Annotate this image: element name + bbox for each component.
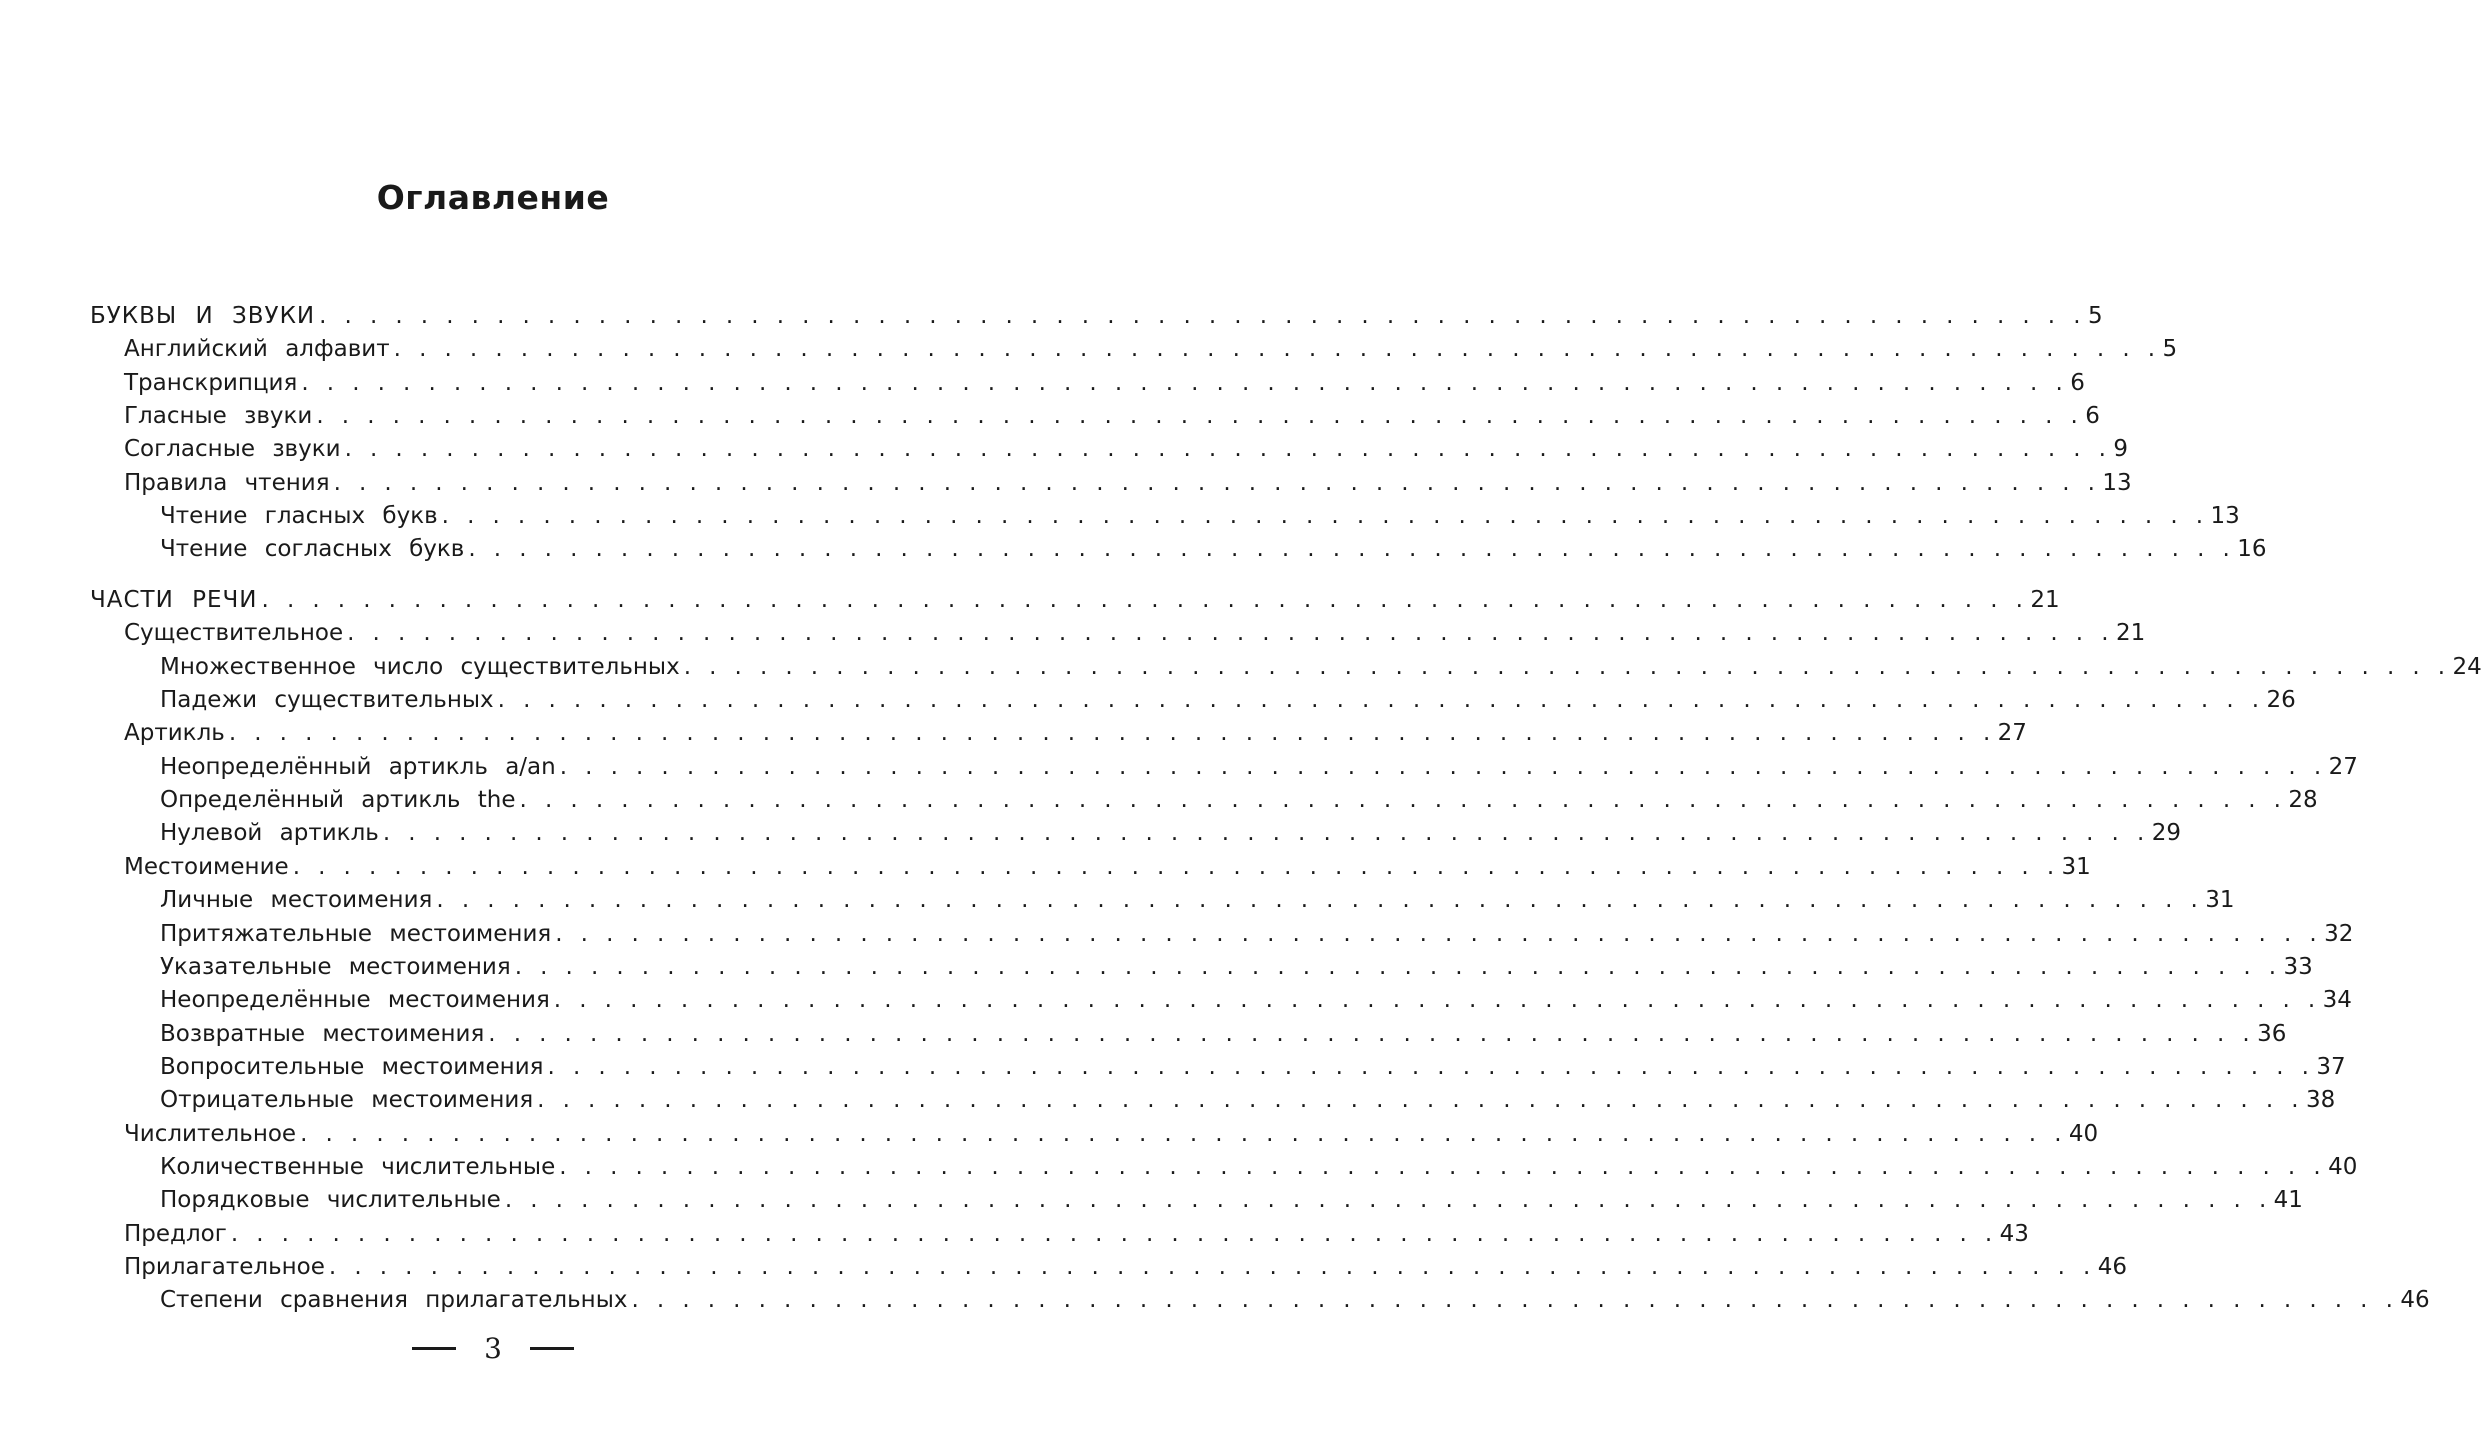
toc-page-number: 13 [2102, 469, 2132, 496]
dot-leader: . . . . . . . . . . . . . . . . . . . . . . . . . . . . . . . . . . . . . . . . . . . . . . . . . . . . . . . . . . . . . . . . . . . . . . [344, 436, 2112, 463]
toc-page-number: 16 [2237, 536, 2267, 563]
toc-page-number: 21 [2115, 620, 2146, 647]
toc-entry[interactable] [160, 500, 2240, 533]
toc-entry-label: Английский алфавит [124, 336, 390, 363]
toc-entry[interactable] [124, 617, 2146, 650]
dot-leader: . . . . . . . . . . . . . . . . . . . . . . . . . . . . . . . . . . . . . . . . . . . . . . . . . . . . . . . . . . . . . . . . . . . . . . [555, 920, 2323, 947]
toc-entry-label: Отрицательные местоимения [160, 1087, 534, 1114]
toc-page-number: 46 [2400, 1287, 2430, 1314]
toc-page-number: 37 [2316, 1053, 2346, 1080]
dot-leader: . . . . . . . . . . . . . . . . . . . . . . . . . . . . . . . . . . . . . . . . . . . . . . . . . . . . . . . . . . . . . . . . . . . . . . [347, 620, 2114, 647]
toc-entry[interactable] [160, 784, 2318, 817]
dot-leader: . . . . . . . . . . . . . . . . . . . . . . . . . . . . . . . . . . . . . . . . . . . . . . . . . . . . . . . . . . . . . . . . . . . . . . [683, 653, 2451, 680]
toc-page-number: 24 [2452, 653, 2482, 680]
toc-page-number: 6 [2085, 403, 2100, 430]
toc-page-number: 43 [1999, 1220, 2029, 1247]
toc-entry-label: Чтение гласных букв [160, 503, 438, 530]
footer-rule-left [412, 1347, 456, 1350]
toc-page-number: 41 [2273, 1187, 2303, 1214]
toc-entry-label: Правила чтения [124, 469, 330, 496]
dot-leader: . . . . . . . . . . . . . . . . . . . . . . . . . . . . . . . . . . . . . . . . . . . . . . . . . . . . . . . . . . . . . . . . . . . . . . [441, 503, 2209, 530]
toc-entry-label: Вопросительные местоимения [160, 1053, 544, 1080]
toc-page-number: 31 [2061, 853, 2091, 880]
toc-entry-label: Нулевой артикль [160, 820, 379, 847]
toc-page-number: 40 [2328, 1153, 2358, 1180]
toc-entry[interactable] [160, 951, 2313, 984]
toc-page-number: 33 [2283, 953, 2313, 980]
toc-entry[interactable] [160, 684, 2296, 717]
toc-entry[interactable] [160, 817, 2181, 850]
toc-entry-label: Указательные местоимения [160, 953, 511, 980]
toc-entry-label: Артикль [124, 720, 225, 747]
toc-entry[interactable] [124, 851, 2091, 884]
toc-entry-label: Существительное [124, 620, 344, 647]
toc-page-number: 21 [2030, 587, 2060, 613]
toc-page-number: 27 [1997, 720, 2027, 747]
toc-page-number: 36 [2257, 1020, 2287, 1047]
dot-leader: . . . . . . . . . . . . . . . . . . . . . . . . . . . . . . . . . . . . . . . . . . . . . . . . . . . . . . . . . . . . . . . . . . . . . . [497, 687, 2265, 714]
footer-rule-right [530, 1347, 574, 1350]
toc-page-number: 5 [2162, 336, 2178, 363]
dot-leader: . . . . . . . . . . . . . . . . . . . . . . . . . . . . . . . . . . . . . . . . . . . . . . . . . . . . . . . . . . . . . . . . . . . . . . [514, 953, 2282, 980]
dot-leader: . . . . . . . . . . . . . . . . . . . . . . . . . . . . . . . . . . . . . . . . . . . . . . . . . . . . . . . . . . . . . . . . . . . . . . [553, 987, 2321, 1014]
toc-page-number: 26 [2266, 687, 2296, 714]
toc-entry-label: Личные местоимения [160, 887, 433, 914]
toc-entry-label: Возвратные местоимения [160, 1020, 485, 1047]
toc-entry-label: Притяжательные местоимения [160, 920, 552, 947]
toc-section[interactable] [90, 584, 2060, 617]
dot-leader: . . . . . . . . . . . . . . . . . . . . . . . . . . . . . . . . . . . . . . . . . . . . . . . . . . . . . . . . . . . . . . . . . . . . . . [382, 820, 2150, 847]
toc-page-number: 5 [2087, 303, 2103, 329]
toc-entry[interactable] [160, 533, 2267, 566]
toc-entry-label: ЧАСТИ РЕЧИ [90, 587, 258, 613]
toc-entry[interactable] [124, 1251, 2128, 1284]
toc-entry[interactable] [124, 333, 2178, 366]
toc-entry-label: Согласные звуки [124, 436, 341, 463]
page-number: 3 [484, 1331, 502, 1365]
dot-leader: . . . . . . . . . . . . . . . . . . . . . . . . . . . . . . . . . . . . . . . . . . . . . . . . . . . . . . . . . . . . . . . . . . . . . . [300, 1120, 2067, 1147]
toc-entry[interactable] [160, 1084, 2336, 1117]
toc-entry-label: Чтение согласных букв [160, 536, 465, 563]
toc-entry[interactable] [124, 367, 2085, 400]
dot-leader: . . . . . . . . . . . . . . . . . . . . . . . . . . . . . . . . . . . . . . . . . . . . . . . . . . . . . . . . . . . . . . . . . . . . . . [333, 469, 2101, 496]
toc-entry-label: Гласные звуки [124, 403, 313, 430]
dot-leader: . . . . . . . . . . . . . . . . . . . . . . . . . . . . . . . . . . . . . . . . . . . . . . . . . . . . . . . . . . . . . . . . . . . . . . [316, 403, 2084, 430]
toc-page-number: 38 [2306, 1087, 2336, 1114]
toc-entry-label: Неопределённый артикль a/an [160, 753, 556, 780]
toc-entry[interactable] [160, 1184, 2303, 1217]
toc-page-number: 40 [2068, 1120, 2099, 1147]
dot-leader: . . . . . . . . . . . . . . . . . . . . . . . . . . . . . . . . . . . . . . . . . . . . . . . . . . . . . . . . . . . . . . . . . . . . . . [393, 336, 2161, 363]
toc-entry[interactable] [160, 751, 2358, 784]
page-footer [0, 1325, 986, 1371]
toc-entry-label: Количественные числительные [160, 1153, 556, 1180]
toc-entry[interactable] [124, 467, 2132, 500]
toc-page-number: 6 [2070, 369, 2085, 396]
toc-entry[interactable] [124, 1218, 2029, 1251]
dot-leader: . . . . . . . . . . . . . . . . . . . . . . . . . . . . . . . . . . . . . . . . . . . . . . . . . . . . . . . . . . . . . . . . . . . . . . [292, 853, 2060, 880]
toc-entry-label: БУКВЫ И ЗВУКИ [90, 303, 316, 329]
toc-entry-label: Порядковые числительные [160, 1187, 501, 1214]
dot-leader: . . . . . . . . . . . . . . . . . . . . . . . . . . . . . . . . . . . . . . . . . . . . . . . . . . . . . . . . . . . . . . . . . . . . . . [436, 887, 2204, 914]
toc-entry-label: Предлог [124, 1220, 227, 1247]
dot-leader: . . . . . . . . . . . . . . . . . . . . . . . . . . . . . . . . . . . . . . . . . . . . . . . . . . . . . . . . . . . . . . . . . . . . . . [301, 369, 2069, 396]
toc-entry[interactable] [160, 984, 2352, 1017]
dot-leader: . . . . . . . . . . . . . . . . . . . . . . . . . . . . . . . . . . . . . . . . . . . . . . . . . . . . . . . . . . . . . . . . . . . . . . [319, 303, 2086, 329]
dot-leader: . . . . . . . . . . . . . . . . . . . . . . . . . . . . . . . . . . . . . . . . . . . . . . . . . . . . . . . . . . . . . . . . . . . . . . [468, 536, 2236, 563]
toc-entry[interactable] [160, 1018, 2287, 1051]
toc-page-number: 28 [2288, 787, 2318, 814]
toc-entry[interactable] [160, 1151, 2358, 1184]
toc-entry-label: Числительное [124, 1120, 297, 1147]
toc-page-number: 29 [2151, 820, 2181, 847]
toc-entry-label: Степени сравнения прилагательных [160, 1287, 628, 1314]
toc-entry[interactable] [160, 1051, 2346, 1084]
dot-leader: . . . . . . . . . . . . . . . . . . . . . . . . . . . . . . . . . . . . . . . . . . . . . . . . . . . . . . . . . . . . . . . . . . . . . . [230, 1220, 1998, 1247]
page-title: Оглавление [376, 178, 610, 217]
toc-entry-label: Неопределённые местоимения [160, 987, 550, 1014]
dot-leader: . . . . . . . . . . . . . . . . . . . . . . . . . . . . . . . . . . . . . . . . . . . . . . . . . . . . . . . . . . . . . . . . . . . . . . [519, 787, 2287, 814]
dot-leader: . . . . . . . . . . . . . . . . . . . . . . . . . . . . . . . . . . . . . . . . . . . . . . . . . . . . . . . . . . . . . . . . . . . . . . [261, 587, 2029, 613]
toc-entry[interactable] [160, 651, 2482, 684]
toc-page-number: 27 [2328, 753, 2358, 780]
dot-leader: . . . . . . . . . . . . . . . . . . . . . . . . . . . . . . . . . . . . . . . . . . . . . . . . . . . . . . . . . . . . . . . . . . . . . . [504, 1187, 2272, 1214]
toc-entry-label: Прилагательное [124, 1254, 325, 1280]
toc-section[interactable] [90, 300, 2103, 333]
toc-page-number: 9 [2113, 436, 2129, 463]
toc-entry-label: Множественное число существительных [160, 653, 680, 680]
dot-leader: . . . . . . . . . . . . . . . . . . . . . . . . . . . . . . . . . . . . . . . . . . . . . . . . . . . . . . . . . . . . . . . . . . . . . . [228, 720, 1996, 747]
toc-entry[interactable] [160, 918, 2354, 951]
dot-leader: . . . . . . . . . . . . . . . . . . . . . . . . . . . . . . . . . . . . . . . . . . . . . . . . . . . . . . . . . . . . . . . . . . . . . . [547, 1053, 2315, 1080]
toc-entry[interactable] [124, 400, 2100, 433]
toc-entry-label: Определённый артикль the [160, 787, 516, 814]
toc-entry[interactable] [124, 717, 2027, 750]
toc-page-number: 46 [2097, 1254, 2128, 1280]
dot-leader: . . . . . . . . . . . . . . . . . . . . . . . . . . . . . . . . . . . . . . . . . . . . . . . . . . . . . . . . . . . . . . . . . . . . . . [559, 753, 2327, 780]
toc-entry[interactable] [160, 884, 2235, 917]
toc-page-number: 13 [2210, 503, 2240, 530]
toc-entry[interactable] [160, 1284, 2430, 1317]
toc-entry-label: Местоимение [124, 853, 289, 880]
dot-leader: . . . . . . . . . . . . . . . . . . . . . . . . . . . . . . . . . . . . . . . . . . . . . . . . . . . . . . . . . . . . . . . . . . . . . . [328, 1254, 2096, 1280]
toc-entry-label: Падежи существительных [160, 687, 494, 714]
toc-entry-label: Транскрипция [124, 369, 298, 396]
toc-entry[interactable] [124, 433, 2129, 466]
dot-leader: . . . . . . . . . . . . . . . . . . . . . . . . . . . . . . . . . . . . . . . . . . . . . . . . . . . . . . . . . . . . . . . . . . . . . . [559, 1153, 2327, 1180]
dot-leader: . . . . . . . . . . . . . . . . . . . . . . . . . . . . . . . . . . . . . . . . . . . . . . . . . . . . . . . . . . . . . . . . . . . . . . [631, 1287, 2399, 1314]
dot-leader: . . . . . . . . . . . . . . . . . . . . . . . . . . . . . . . . . . . . . . . . . . . . . . . . . . . . . . . . . . . . . . . . . . . . . . [488, 1020, 2256, 1047]
dot-leader: . . . . . . . . . . . . . . . . . . . . . . . . . . . . . . . . . . . . . . . . . . . . . . . . . . . . . . . . . . . . . . . . . . . . . . [537, 1087, 2304, 1114]
toc-page-number: 34 [2322, 987, 2352, 1014]
toc-page-number: 32 [2324, 920, 2354, 947]
toc-page-number: 31 [2205, 887, 2235, 914]
toc-entry[interactable] [124, 1118, 2099, 1151]
